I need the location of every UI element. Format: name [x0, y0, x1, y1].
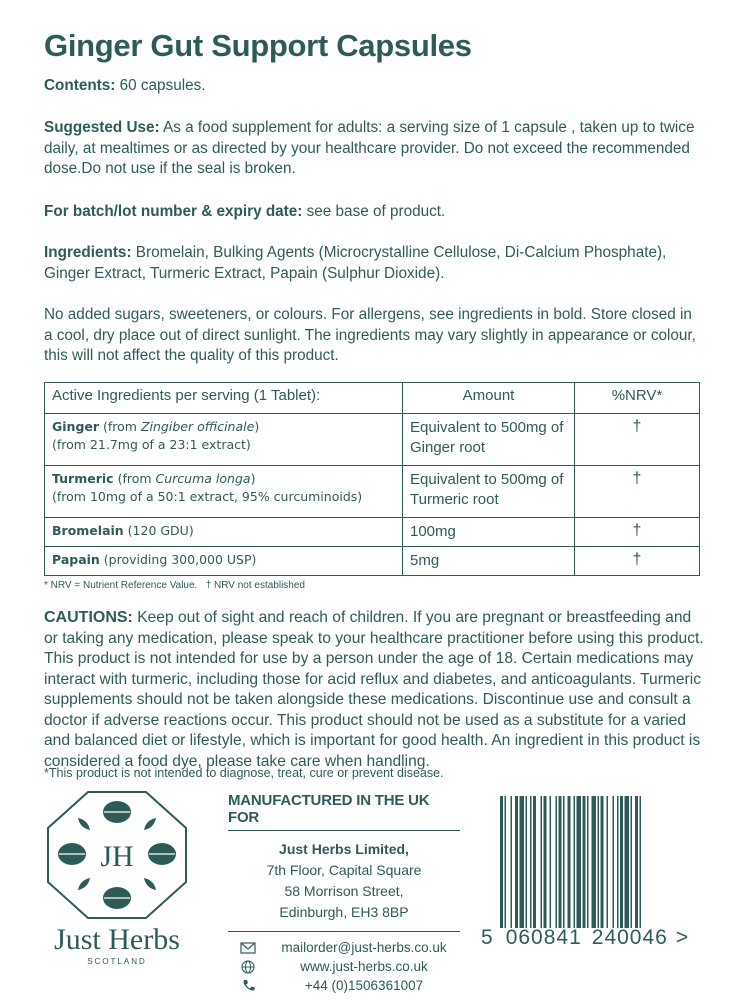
suggested-use-label: Suggested Use: [44, 119, 160, 136]
globe-icon [228, 960, 268, 974]
cautions [44, 608, 709, 772]
contents-line [44, 76, 704, 97]
header-amount: Amount [403, 383, 575, 414]
phone-icon [228, 979, 268, 993]
table-header-row [45, 383, 700, 414]
ingredients-label: Ingredients: [44, 244, 132, 261]
batch-label: For batch/lot number & expiry date: [44, 203, 303, 220]
ingredient-cell: Bromelain (120 GDU) [45, 518, 403, 547]
storage-notes: No added sugars, sweeteners, or colours. For allergens, see ingredients in bold. Store closed in a cool, dry place out of direct sunlight. The ingredients may vary slightly in appearance or colour, this will not affect the quality of this product. [44, 306, 696, 364]
just-herbs-logo [46, 790, 188, 966]
brand-name: Just Herbs [54, 923, 180, 956]
nrv-cell: † [575, 518, 700, 547]
mail-icon [228, 942, 268, 954]
amount-cell: 100mg [403, 518, 575, 547]
contact-info [228, 938, 460, 995]
manufacturer-block [228, 792, 460, 995]
company-name: Just Herbs Limited, [279, 841, 409, 857]
disclaimer: *This product is not intended to diagnose, treat, cure or prevent disease. [44, 766, 444, 780]
phone-number: +44 (0)1506361007 [304, 978, 424, 993]
address-line: 58 Morrison Street, [284, 883, 404, 899]
barcode-number: 5 060841 240046 > [481, 926, 690, 949]
website-link[interactable]: www.just-herbs.co.uk [300, 959, 428, 974]
table-row [45, 547, 700, 576]
address [228, 839, 460, 923]
divider [228, 931, 460, 932]
ingredient-cell: Ginger (from Zingiber officinale) (from 21.7mg of a 23:1 extract) [45, 414, 403, 466]
cautions-text: Keep out of sight and reach of children. If you are pregnant or breastfeeding and or taking any medication, please speak to your healthcare practitioner before using this product. This product is not intended for use by a person under the age of 18. Certain medications may interact with turmeric, including those for acid reflux and diabetes, and anticoagulants. Turmeric supplements should not be taken alongside these medications. Discontinue use and consult a doctor if adverse reactions occur. This product should not be used as a substitute for a varied and balanced diet or lifestyle, which is important for good health. An ingredient in this product is considered a food dye, please take care when handling. [44, 609, 704, 770]
batch-line [44, 202, 704, 223]
amount-cell: Equivalent to 500mg of Turmeric root [403, 466, 575, 518]
leaf-octagon-icon [46, 790, 188, 920]
ingredient-cell: Papain (providing 300,000 USP) [45, 547, 403, 576]
table-row [45, 518, 700, 547]
ingredients [44, 243, 704, 284]
svg-text:JH: JH [100, 840, 134, 873]
amount-cell: Equivalent to 500mg of Ginger root [403, 414, 575, 466]
nrv-cell: † [575, 414, 700, 466]
ingredients-text: Bromelain, Bulking Agents (Microcrystalline Cellulose, Di-Calcium Phosphate), Ginger Extract, Turmeric Extract, Papain (Sulphur Dioxide). [44, 244, 667, 282]
brand-sub: SCOTLAND [87, 957, 147, 966]
suggested-use [44, 118, 704, 180]
nrv-cell: † [575, 547, 700, 576]
product-title: Ginger Gut Support Capsules [44, 28, 472, 63]
table-row [45, 466, 700, 518]
email-link[interactable]: mailorder@just-herbs.co.uk [281, 940, 447, 955]
active-ingredients-table [44, 382, 700, 576]
cautions-label: CAUTIONS: [44, 609, 133, 626]
contents-label: Contents: [44, 77, 116, 94]
header-nrv: %NRV* [575, 383, 700, 414]
address-line: 7th Floor, Capital Square [266, 862, 422, 878]
batch-text: see base of product. [302, 203, 446, 220]
contents-text: 60 capsules. [115, 77, 206, 94]
header-ingredients: Active Ingredients per serving (1 Tablet): [45, 383, 403, 414]
address-line: Edinburgh, EH3 8BP [279, 904, 409, 920]
amount-cell: 5mg [403, 547, 575, 576]
table-row [45, 414, 700, 466]
barcode-image [500, 796, 716, 928]
manufacturer-title: MANUFACTURED IN THE UK FOR [228, 792, 460, 831]
ingredient-cell: Turmeric (from Curcuma longa) (from 10mg of a 50:1 extract, 95% curcuminoids) [45, 466, 403, 518]
nrv-cell: † [575, 466, 700, 518]
nrv-footnote: * NRV = Nutrient Reference Value. † NRV not established [44, 580, 305, 591]
suggested-use-text: As a food supplement for adults: a serving size of 1 capsule , taken up to twice daily, at mealtimes or as directed by your healthcare provider. Do not exceed the recommended dose.Do not use if the seal is broken. [44, 119, 695, 177]
